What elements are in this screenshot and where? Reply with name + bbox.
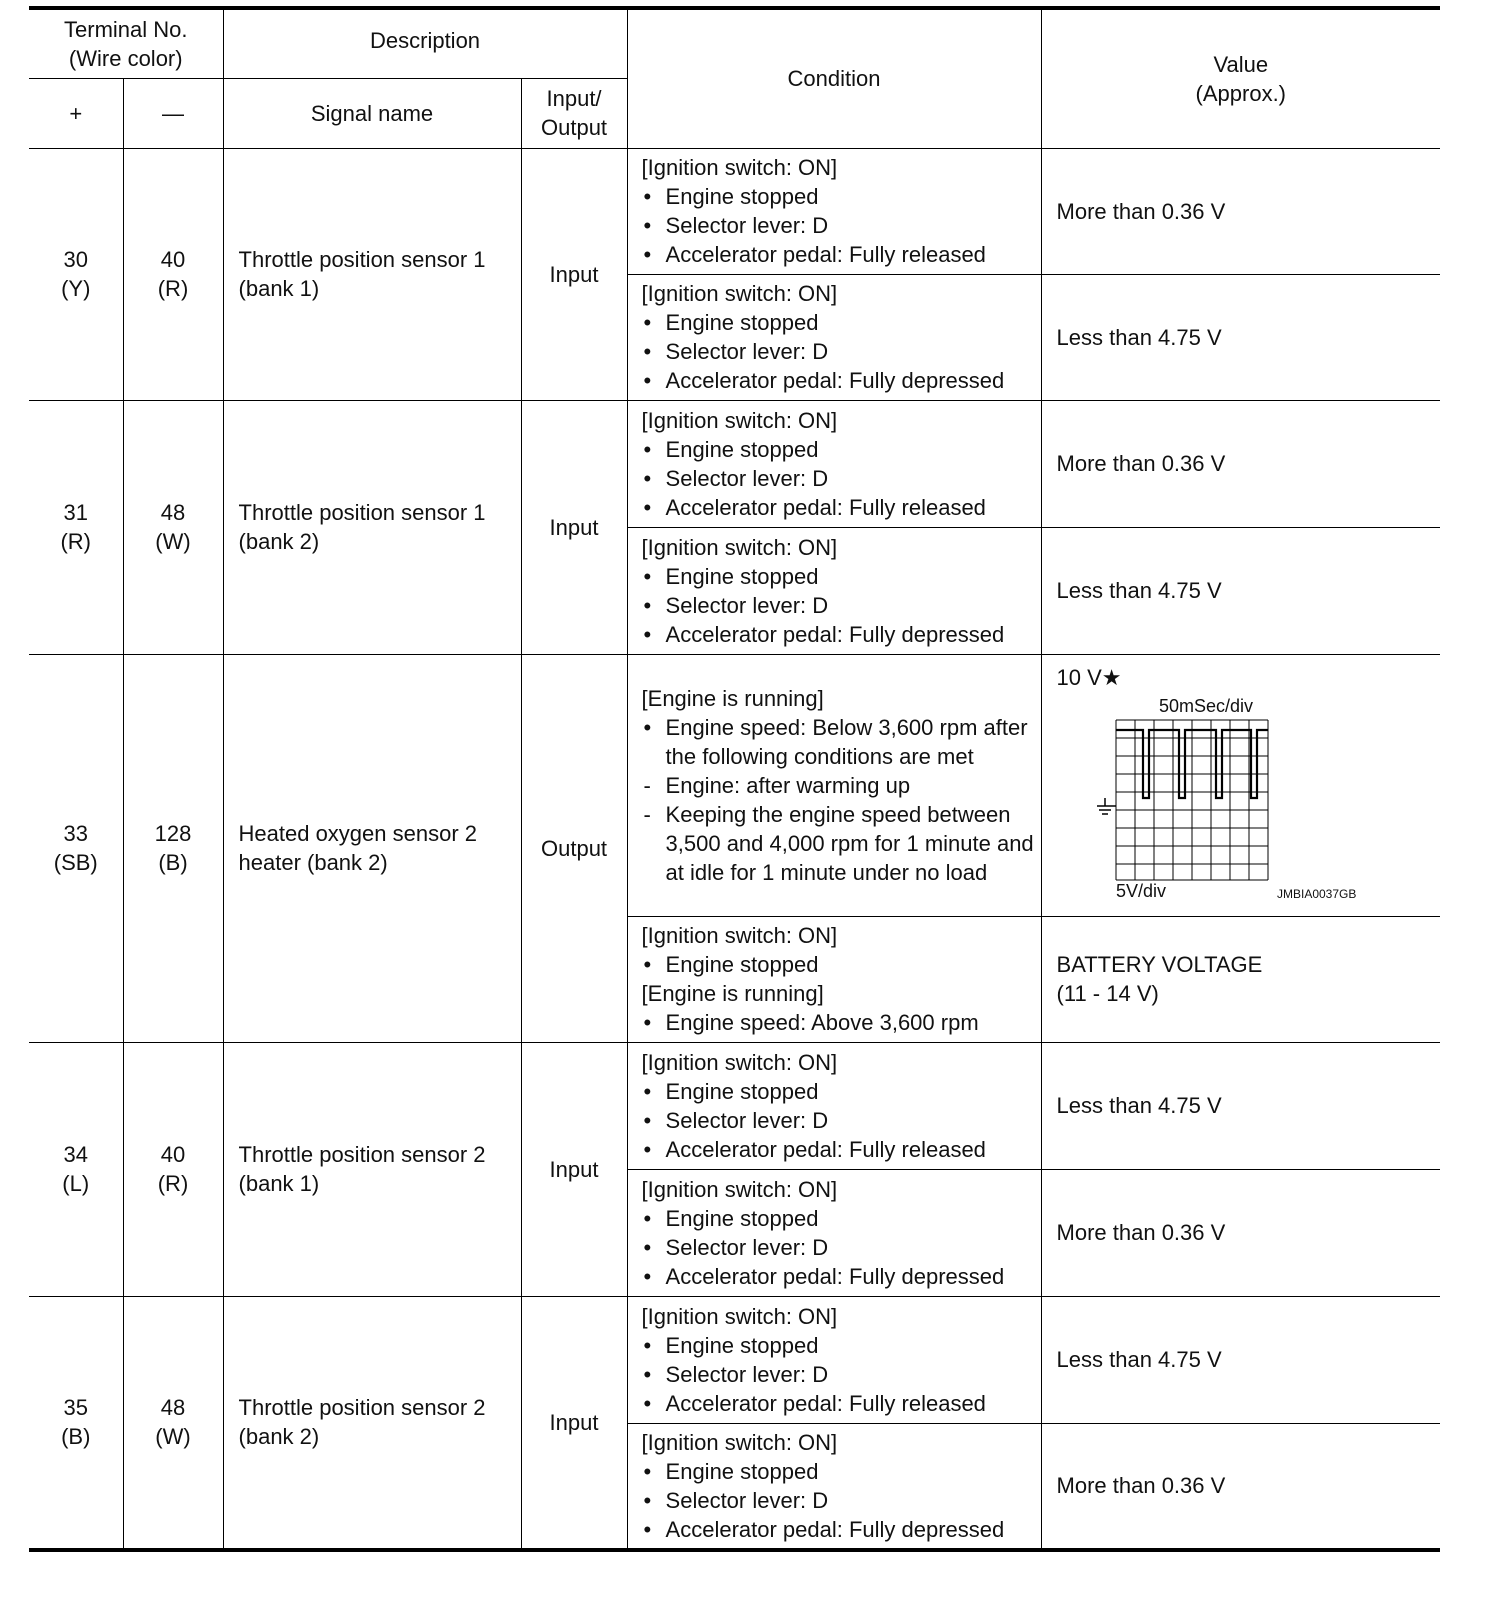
condition-bullet: • Accelerator pedal: Fully released xyxy=(642,1389,1035,1418)
minus-header: — xyxy=(123,78,223,148)
figure-id: JMBIA0037GB xyxy=(1276,886,1356,901)
terminal-number: 34 xyxy=(63,1142,88,1167)
signal-name-line: Throttle position sensor 2 xyxy=(238,1395,486,1421)
plus-terminal xyxy=(29,400,123,654)
wire-color: (B) xyxy=(61,1424,91,1450)
table-row xyxy=(29,1042,1440,1169)
wire-color: (R) xyxy=(157,276,189,301)
terminal-number: 48 xyxy=(160,500,186,525)
wire-color: (W) xyxy=(155,1424,191,1450)
value-cell xyxy=(1041,916,1440,1042)
condition-bullet: • Accelerator pedal: Fully released xyxy=(642,1135,1035,1164)
signal-name-line: Throttle position sensor 1 xyxy=(238,247,486,272)
io-header xyxy=(521,78,627,148)
io-type: Input xyxy=(521,1042,627,1296)
value-header xyxy=(1041,8,1440,148)
value-line: (11 - 14 V) xyxy=(1056,981,1159,1006)
terminal-number: 31 xyxy=(63,500,88,525)
description-header: Description xyxy=(223,8,627,78)
condition-bullet: • Engine stopped xyxy=(642,1331,1035,1360)
table-row xyxy=(29,654,1440,916)
wire-color: (Y) xyxy=(61,276,91,301)
table-row xyxy=(29,148,1440,274)
condition-title: [Engine is running] xyxy=(641,685,824,711)
condition-bullet: • Engine speed: Below 3,600 rpm after the following conditions are met xyxy=(642,713,1035,771)
signal-name xyxy=(223,400,521,654)
wire-color: (B) xyxy=(158,850,188,875)
condition-title: [Ignition switch: ON] xyxy=(641,281,838,306)
star-icon: ★ xyxy=(1101,664,1122,690)
condition-cell xyxy=(627,1423,1041,1550)
io-type: Output xyxy=(521,654,627,1042)
condition-bullet: • Engine stopped xyxy=(642,435,1035,464)
table-row xyxy=(29,400,1440,527)
terminal-number: 33 xyxy=(63,821,88,846)
condition-bullet: • Accelerator pedal: Fully depressed xyxy=(642,1515,1035,1544)
signal-name-line: Throttle position sensor 1 xyxy=(238,500,486,525)
signal-name-line: Throttle position sensor 2 xyxy=(238,1142,486,1167)
wire-color: (R) xyxy=(157,1171,189,1196)
condition-cell xyxy=(627,1042,1041,1169)
condition-bullet: • Engine stopped xyxy=(642,1077,1035,1106)
condition-title: [Ignition switch: ON] xyxy=(641,923,838,948)
header-row-1 xyxy=(29,8,1440,78)
signal-name-line: (bank 2) xyxy=(238,1424,320,1450)
terminal-number: 40 xyxy=(160,247,186,272)
condition-title: [Ignition switch: ON] xyxy=(641,155,838,180)
condition-dash-item: - Keeping the engine speed between 3,500 and 4,000 rpm for 1 minute and at idle for 1 minute under no load xyxy=(642,800,1035,887)
signal-name xyxy=(223,654,521,1042)
io-type: Input xyxy=(521,148,627,400)
wire-color: (SB) xyxy=(53,850,98,875)
condition-cell xyxy=(627,916,1041,1042)
value-approx-label: (Approx.) xyxy=(1195,80,1287,106)
condition-bullet: • Selector lever: D xyxy=(642,211,1035,240)
wire-color: (W) xyxy=(155,529,191,554)
value-label: Value xyxy=(1213,51,1269,77)
value-cell: More than 0.36 V xyxy=(1041,1169,1440,1296)
condition-bullet: • Accelerator pedal: Fully depressed xyxy=(642,620,1035,649)
value-cell: More than 0.36 V xyxy=(1041,148,1440,274)
oscilloscope-waveform xyxy=(1079,692,1379,902)
condition-dash-item: - Engine: after warming up xyxy=(642,771,1035,800)
time-div-label: 50mSec/div xyxy=(1158,695,1253,716)
condition-bullet: • Accelerator pedal: Fully depressed xyxy=(642,366,1035,395)
condition-title: [Ignition switch: ON] xyxy=(641,1303,838,1329)
condition-bullet: • Accelerator pedal: Fully released xyxy=(642,493,1035,522)
signal-name-line: (bank 1) xyxy=(238,1171,320,1196)
signal-name-line: (bank 1) xyxy=(238,276,320,301)
signal-name xyxy=(223,1042,521,1296)
condition-bullet: • Selector lever: D xyxy=(642,591,1035,620)
condition-cell xyxy=(627,400,1041,527)
condition-title: [Ignition switch: ON] xyxy=(641,1049,838,1075)
volt-div-label: 5V/div xyxy=(1115,880,1166,901)
condition-title: [Ignition switch: ON] xyxy=(641,534,838,560)
wire-color: (R) xyxy=(60,529,92,554)
condition-title: [Ignition switch: ON] xyxy=(641,1176,838,1202)
condition-cell xyxy=(627,148,1041,274)
io-type: Input xyxy=(521,1296,627,1550)
condition-bullet: • Engine stopped xyxy=(642,1457,1035,1486)
wire-color-label: (Wire color) xyxy=(68,45,183,71)
value-cell: More than 0.36 V xyxy=(1041,1423,1440,1550)
value-line: BATTERY VOLTAGE xyxy=(1056,952,1263,977)
plus-header: + xyxy=(29,78,123,148)
terminal-number: 40 xyxy=(160,1142,186,1167)
condition-header: Condition xyxy=(627,8,1041,148)
signal-name xyxy=(223,1296,521,1550)
condition-bullet: • Selector lever: D xyxy=(642,1233,1035,1262)
io-type: Input xyxy=(521,400,627,654)
minus-terminal xyxy=(123,1042,223,1296)
terminal-number: 30 xyxy=(63,247,88,272)
minus-terminal xyxy=(123,400,223,654)
minus-terminal xyxy=(123,654,223,1042)
minus-terminal xyxy=(123,148,223,400)
condition-title: [Engine is running] xyxy=(641,981,824,1006)
condition-cell xyxy=(627,527,1041,654)
terminal-spec-table xyxy=(29,6,1440,1552)
condition-bullet: • Engine stopped xyxy=(642,562,1035,591)
terminal-header xyxy=(29,8,223,78)
signal-name xyxy=(223,148,521,400)
minus-terminal xyxy=(123,1296,223,1550)
plus-terminal xyxy=(29,148,123,400)
value-cell: More than 0.36 V xyxy=(1041,400,1440,527)
condition-cell xyxy=(627,1169,1041,1296)
condition-title: [Ignition switch: ON] xyxy=(641,407,838,433)
table-row xyxy=(29,1296,1440,1423)
terminal-number: 35 xyxy=(63,1395,88,1421)
signal-name-line: (bank 2) xyxy=(238,529,320,554)
scope-grid xyxy=(1116,720,1268,880)
waveform-value-cell xyxy=(1041,654,1440,916)
plus-terminal xyxy=(29,1296,123,1550)
signal-name-line: Heated oxygen sensor 2 xyxy=(238,821,478,846)
condition-bullet: • Accelerator pedal: Fully depressed xyxy=(642,1262,1035,1291)
waveform-voltage: 10 V xyxy=(1056,664,1102,690)
condition-bullet: • Engine stopped xyxy=(642,308,1035,337)
ground-icon xyxy=(1097,798,1116,814)
plus-terminal xyxy=(29,654,123,1042)
terminal-number: 48 xyxy=(160,1395,186,1421)
condition-bullet: • Accelerator pedal: Fully released xyxy=(642,240,1035,269)
io-label-2: Output xyxy=(541,115,608,140)
io-label-1: Input/ xyxy=(546,86,602,111)
signal-name-header: Signal name xyxy=(223,78,521,148)
condition-bullet: • Selector lever: D xyxy=(642,464,1035,493)
condition-bullet: • Engine stopped xyxy=(642,950,1035,979)
condition-bullet: • Engine stopped xyxy=(642,1204,1035,1233)
condition-bullet: • Selector lever: D xyxy=(642,337,1035,366)
value-cell: Less than 4.75 V xyxy=(1041,1042,1440,1169)
plus-terminal xyxy=(29,1042,123,1296)
signal-name-line: heater (bank 2) xyxy=(238,850,388,875)
value-cell: Less than 4.75 V xyxy=(1041,527,1440,654)
condition-bullet: • Engine speed: Above 3,600 rpm xyxy=(642,1008,1035,1037)
condition-bullet: • Selector lever: D xyxy=(642,1360,1035,1389)
wire-color: (L) xyxy=(62,1171,90,1196)
condition-bullet: • Engine stopped xyxy=(642,182,1035,211)
condition-cell xyxy=(627,654,1041,916)
value-cell: Less than 4.75 V xyxy=(1041,274,1440,400)
terminal-number: 128 xyxy=(154,821,192,846)
condition-cell xyxy=(627,274,1041,400)
condition-title: [Ignition switch: ON] xyxy=(641,1429,838,1455)
condition-bullet: • Selector lever: D xyxy=(642,1486,1035,1515)
condition-cell xyxy=(627,1296,1041,1423)
condition-bullet: • Selector lever: D xyxy=(642,1106,1035,1135)
terminal-no-label: Terminal No. xyxy=(64,16,188,42)
value-cell: Less than 4.75 V xyxy=(1041,1296,1440,1423)
waveform-value xyxy=(1057,663,1441,692)
